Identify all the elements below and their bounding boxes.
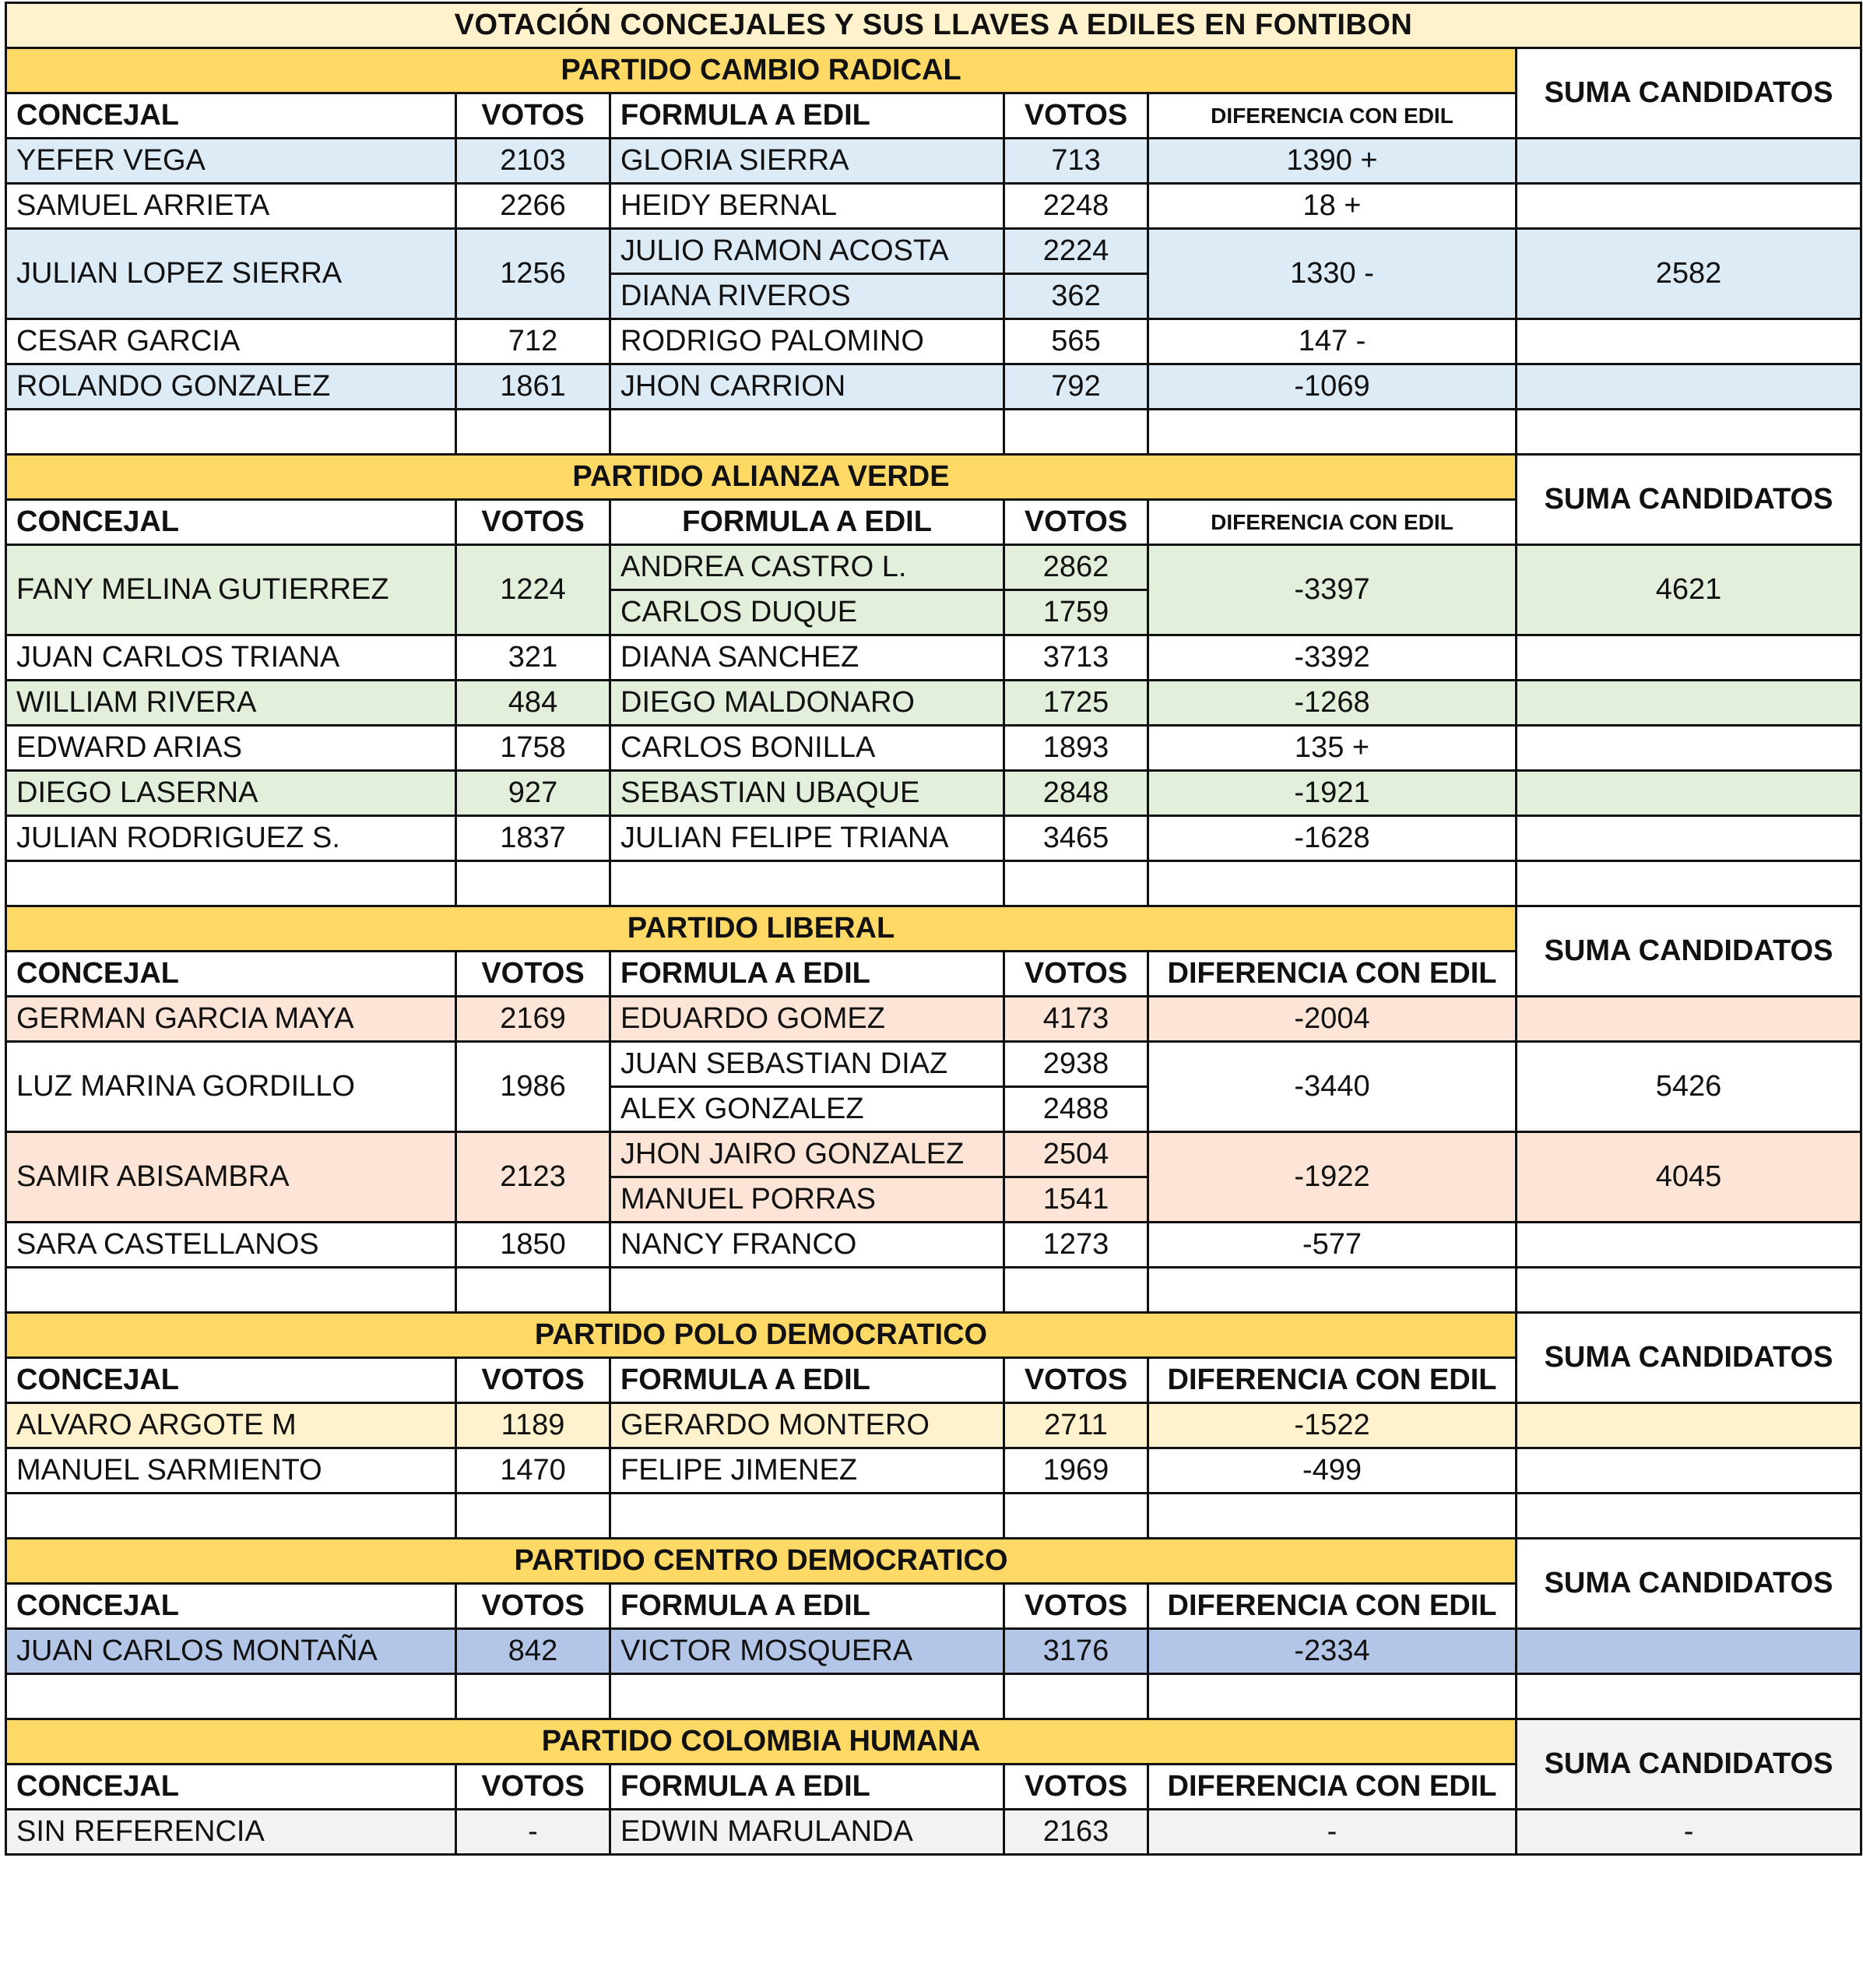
formula-edil-header: FORMULA A EDIL bbox=[610, 952, 1004, 997]
empty-cell bbox=[1148, 410, 1517, 455]
suma-value bbox=[1517, 1448, 1861, 1494]
empty-row bbox=[6, 1268, 1861, 1313]
empty-cell bbox=[1148, 1268, 1517, 1313]
edil-name: RODRIGO PALOMINO bbox=[610, 319, 1004, 364]
suma-value bbox=[1517, 319, 1861, 364]
concejal-votos: 1189 bbox=[456, 1403, 610, 1448]
concejal-votos: 1850 bbox=[456, 1223, 610, 1268]
diferencia-value: -1522 bbox=[1148, 1403, 1517, 1448]
diferencia-value: -1628 bbox=[1148, 816, 1517, 861]
formula-edil-header: FORMULA A EDIL bbox=[610, 500, 1004, 545]
concejal-name: SAMUEL ARRIETA bbox=[6, 184, 456, 229]
edil-name: CARLOS BONILLA bbox=[610, 726, 1004, 771]
empty-cell bbox=[610, 1268, 1004, 1313]
suma-value: 2582 bbox=[1517, 229, 1861, 319]
party-title-row bbox=[6, 906, 1861, 952]
empty-cell bbox=[1148, 1494, 1517, 1539]
concejal-name: DIEGO LASERNA bbox=[6, 771, 456, 816]
edil-votos: 2938 bbox=[1004, 1042, 1148, 1087]
suma-value bbox=[1517, 1223, 1861, 1268]
concejal-name: EDWARD ARIAS bbox=[6, 726, 456, 771]
party-title-row bbox=[6, 1539, 1861, 1584]
edil-votos: 2862 bbox=[1004, 545, 1148, 590]
concejal-votos: 2123 bbox=[456, 1132, 610, 1223]
edil-votos: 2504 bbox=[1004, 1132, 1148, 1177]
table-row bbox=[6, 319, 1861, 364]
formula-edil-header: FORMULA A EDIL bbox=[610, 1584, 1004, 1629]
table-row bbox=[6, 1629, 1861, 1674]
table-row bbox=[6, 816, 1861, 861]
diferencia-value: -3397 bbox=[1148, 545, 1517, 635]
concejal-name: CESAR GARCIA bbox=[6, 319, 456, 364]
edil-votos: 362 bbox=[1004, 274, 1148, 319]
diferencia-value: -2004 bbox=[1148, 997, 1517, 1042]
edil-name: GLORIA SIERRA bbox=[610, 139, 1004, 184]
edil-votos: 2163 bbox=[1004, 1810, 1148, 1855]
empty-cell bbox=[456, 861, 610, 906]
suma-value bbox=[1517, 139, 1861, 184]
empty-row bbox=[6, 1494, 1861, 1539]
concejal-header: CONCEJAL bbox=[6, 1358, 456, 1403]
edil-votos-header: VOTOS bbox=[1004, 1584, 1148, 1629]
suma-candidatos-header: SUMA CANDIDATOS bbox=[1517, 1539, 1861, 1629]
edil-votos: 1273 bbox=[1004, 1223, 1148, 1268]
edil-name: JULIAN FELIPE TRIANA bbox=[610, 816, 1004, 861]
votos-header: VOTOS bbox=[456, 1358, 610, 1403]
empty-cell bbox=[1517, 1268, 1861, 1313]
concejal-name: FANY MELINA GUTIERREZ bbox=[6, 545, 456, 635]
suma-value bbox=[1517, 1403, 1861, 1448]
concejal-name: JULIAN RODRIGUEZ S. bbox=[6, 816, 456, 861]
table-row bbox=[6, 1448, 1861, 1494]
empty-cell bbox=[6, 1674, 456, 1719]
table-row bbox=[6, 1403, 1861, 1448]
concejal-name: JULIAN LOPEZ SIERRA bbox=[6, 229, 456, 319]
diferencia-value: 1390 + bbox=[1148, 139, 1517, 184]
concejal-votos: 1986 bbox=[456, 1042, 610, 1132]
diferencia-value: -1268 bbox=[1148, 681, 1517, 726]
concejal-votos: 2103 bbox=[456, 139, 610, 184]
empty-cell bbox=[456, 1674, 610, 1719]
table-row bbox=[6, 1132, 1861, 1177]
diferencia-header: DIFERENCIA CON EDIL bbox=[1148, 952, 1517, 997]
suma-value: 5426 bbox=[1517, 1042, 1861, 1132]
votos-header: VOTOS bbox=[456, 1584, 610, 1629]
concejal-votos: 1470 bbox=[456, 1448, 610, 1494]
concejal-votos: - bbox=[456, 1810, 610, 1855]
edil-votos: 2488 bbox=[1004, 1087, 1148, 1132]
empty-cell bbox=[610, 1494, 1004, 1539]
table-row bbox=[6, 771, 1861, 816]
empty-cell bbox=[610, 1674, 1004, 1719]
empty-cell bbox=[610, 410, 1004, 455]
concejal-name: JUAN CARLOS TRIANA bbox=[6, 635, 456, 681]
votos-header: VOTOS bbox=[456, 500, 610, 545]
concejal-name: ALVARO ARGOTE M bbox=[6, 1403, 456, 1448]
diferencia-value: 1330 - bbox=[1148, 229, 1517, 319]
concejal-name: LUZ MARINA GORDILLO bbox=[6, 1042, 456, 1132]
edil-name: CARLOS DUQUE bbox=[610, 590, 1004, 635]
edil-name: ALEX GONZALEZ bbox=[610, 1087, 1004, 1132]
empty-cell bbox=[6, 1268, 456, 1313]
edil-votos-header: VOTOS bbox=[1004, 952, 1148, 997]
diferencia-header: DIFERENCIA CON EDIL bbox=[1148, 1584, 1517, 1629]
concejal-votos: 842 bbox=[456, 1629, 610, 1674]
empty-cell bbox=[1148, 1674, 1517, 1719]
concejal-votos: 2169 bbox=[456, 997, 610, 1042]
diferencia-value: -1922 bbox=[1148, 1132, 1517, 1223]
party-title-row bbox=[6, 48, 1861, 93]
concejal-votos: 484 bbox=[456, 681, 610, 726]
empty-cell bbox=[6, 410, 456, 455]
suma-value: - bbox=[1517, 1810, 1861, 1855]
diferencia-value: 18 + bbox=[1148, 184, 1517, 229]
concejal-header: CONCEJAL bbox=[6, 500, 456, 545]
table-row bbox=[6, 545, 1861, 590]
table-row bbox=[6, 184, 1861, 229]
table-row bbox=[6, 635, 1861, 681]
votos-header: VOTOS bbox=[456, 1765, 610, 1810]
table-row bbox=[6, 139, 1861, 184]
empty-cell bbox=[6, 861, 456, 906]
diferencia-value: 135 + bbox=[1148, 726, 1517, 771]
edil-name: JUAN SEBASTIAN DIAZ bbox=[610, 1042, 1004, 1087]
concejal-name: SIN REFERENCIA bbox=[6, 1810, 456, 1855]
concejal-name: MANUEL SARMIENTO bbox=[6, 1448, 456, 1494]
party-name: PARTIDO COLOMBIA HUMANA bbox=[6, 1719, 1517, 1765]
suma-value bbox=[1517, 184, 1861, 229]
empty-cell bbox=[1004, 1494, 1148, 1539]
table-row bbox=[6, 1042, 1861, 1087]
empty-cell bbox=[1517, 410, 1861, 455]
concejal-header: CONCEJAL bbox=[6, 93, 456, 139]
empty-cell bbox=[610, 861, 1004, 906]
table-row bbox=[6, 681, 1861, 726]
formula-edil-header: FORMULA A EDIL bbox=[610, 1358, 1004, 1403]
edil-votos: 713 bbox=[1004, 139, 1148, 184]
empty-row bbox=[6, 1674, 1861, 1719]
edil-name: EDWIN MARULANDA bbox=[610, 1810, 1004, 1855]
table-row bbox=[6, 364, 1861, 410]
suma-value bbox=[1517, 364, 1861, 410]
concejal-header: CONCEJAL bbox=[6, 952, 456, 997]
edil-votos: 1759 bbox=[1004, 590, 1148, 635]
diferencia-value: -3440 bbox=[1148, 1042, 1517, 1132]
party-name: PARTIDO CENTRO DEMOCRATICO bbox=[6, 1539, 1517, 1584]
empty-row bbox=[6, 861, 1861, 906]
empty-cell bbox=[1004, 410, 1148, 455]
edil-name: SEBASTIAN UBAQUE bbox=[610, 771, 1004, 816]
edil-name: DIANA RIVEROS bbox=[610, 274, 1004, 319]
table-row bbox=[6, 997, 1861, 1042]
edil-votos-header: VOTOS bbox=[1004, 500, 1148, 545]
edil-votos-header: VOTOS bbox=[1004, 1358, 1148, 1403]
edil-votos: 1969 bbox=[1004, 1448, 1148, 1494]
suma-value: 4621 bbox=[1517, 545, 1861, 635]
diferencia-value: -1921 bbox=[1148, 771, 1517, 816]
edil-votos: 4173 bbox=[1004, 997, 1148, 1042]
diferencia-value: -1069 bbox=[1148, 364, 1517, 410]
edil-votos: 2224 bbox=[1004, 229, 1148, 274]
empty-cell bbox=[1517, 1674, 1861, 1719]
concejal-votos: 1837 bbox=[456, 816, 610, 861]
edil-votos: 2248 bbox=[1004, 184, 1148, 229]
edil-votos: 2711 bbox=[1004, 1403, 1148, 1448]
empty-cell bbox=[1517, 861, 1861, 906]
votes-table bbox=[5, 2, 1862, 1856]
edil-votos: 1893 bbox=[1004, 726, 1148, 771]
diferencia-value: - bbox=[1148, 1810, 1517, 1855]
party-title-row bbox=[6, 1313, 1861, 1358]
concejal-name: SAMIR ABISAMBRA bbox=[6, 1132, 456, 1223]
votos-header: VOTOS bbox=[456, 93, 610, 139]
concejal-name: JUAN CARLOS MONTAÑA bbox=[6, 1629, 456, 1674]
diferencia-value: -577 bbox=[1148, 1223, 1517, 1268]
table-row bbox=[6, 726, 1861, 771]
suma-value bbox=[1517, 635, 1861, 681]
edil-name: JHON JAIRO GONZALEZ bbox=[610, 1132, 1004, 1177]
suma-candidatos-header: SUMA CANDIDATOS bbox=[1517, 906, 1861, 997]
suma-value bbox=[1517, 816, 1861, 861]
edil-votos: 3176 bbox=[1004, 1629, 1148, 1674]
edil-votos: 1725 bbox=[1004, 681, 1148, 726]
concejal-votos: 2266 bbox=[456, 184, 610, 229]
edil-name: DIEGO MALDONARO bbox=[610, 681, 1004, 726]
empty-cell bbox=[456, 1268, 610, 1313]
concejal-name: SARA CASTELLANOS bbox=[6, 1223, 456, 1268]
formula-edil-header: FORMULA A EDIL bbox=[610, 93, 1004, 139]
concejal-name: GERMAN GARCIA MAYA bbox=[6, 997, 456, 1042]
edil-name: ANDREA CASTRO L. bbox=[610, 545, 1004, 590]
empty-row bbox=[6, 410, 1861, 455]
suma-candidatos-header: SUMA CANDIDATOS bbox=[1517, 455, 1861, 545]
empty-cell bbox=[6, 1494, 456, 1539]
edil-name: JULIO RAMON ACOSTA bbox=[610, 229, 1004, 274]
edil-name: EDUARDO GOMEZ bbox=[610, 997, 1004, 1042]
concejal-votos: 1224 bbox=[456, 545, 610, 635]
party-name: PARTIDO POLO DEMOCRATICO bbox=[6, 1313, 1517, 1358]
edil-votos: 3465 bbox=[1004, 816, 1148, 861]
concejal-name: WILLIAM RIVERA bbox=[6, 681, 456, 726]
empty-cell bbox=[1004, 861, 1148, 906]
diferencia-value: -499 bbox=[1148, 1448, 1517, 1494]
concejal-name: ROLANDO GONZALEZ bbox=[6, 364, 456, 410]
edil-votos: 565 bbox=[1004, 319, 1148, 364]
party-name: PARTIDO CAMBIO RADICAL bbox=[6, 48, 1517, 93]
edil-name: JHON CARRION bbox=[610, 364, 1004, 410]
table-row bbox=[6, 1810, 1861, 1855]
edil-votos: 3713 bbox=[1004, 635, 1148, 681]
edil-name: NANCY FRANCO bbox=[610, 1223, 1004, 1268]
diferencia-header: DIFERENCIA CON EDIL bbox=[1148, 93, 1517, 139]
edil-votos: 1541 bbox=[1004, 1177, 1148, 1223]
suma-value bbox=[1517, 1629, 1861, 1674]
sheet-title: VOTACIÓN CONCEJALES Y SUS LLAVES A EDILES EN FONTIBON bbox=[6, 3, 1861, 48]
suma-value bbox=[1517, 997, 1861, 1042]
edil-name: VICTOR MOSQUERA bbox=[610, 1629, 1004, 1674]
empty-cell bbox=[456, 1494, 610, 1539]
suma-candidatos-header: SUMA CANDIDATOS bbox=[1517, 48, 1861, 139]
empty-cell bbox=[1148, 861, 1517, 906]
suma-value bbox=[1517, 681, 1861, 726]
edil-votos: 2848 bbox=[1004, 771, 1148, 816]
concejal-name: YEFER VEGA bbox=[6, 139, 456, 184]
party-title-row bbox=[6, 455, 1861, 500]
concejal-votos: 321 bbox=[456, 635, 610, 681]
concejal-votos: 1758 bbox=[456, 726, 610, 771]
diferencia-value: -2334 bbox=[1148, 1629, 1517, 1674]
diferencia-header: DIFERENCIA CON EDIL bbox=[1148, 1765, 1517, 1810]
concejal-votos: 927 bbox=[456, 771, 610, 816]
votos-header: VOTOS bbox=[456, 952, 610, 997]
diferencia-header: DIFERENCIA CON EDIL bbox=[1148, 500, 1517, 545]
table-row bbox=[6, 229, 1861, 274]
table-row bbox=[6, 1223, 1861, 1268]
party-name: PARTIDO LIBERAL bbox=[6, 906, 1517, 952]
edil-name: HEIDY BERNAL bbox=[610, 184, 1004, 229]
edil-votos-header: VOTOS bbox=[1004, 93, 1148, 139]
edil-name: DIANA SANCHEZ bbox=[610, 635, 1004, 681]
diferencia-header: DIFERENCIA CON EDIL bbox=[1148, 1358, 1517, 1403]
empty-cell bbox=[456, 410, 610, 455]
suma-value: 4045 bbox=[1517, 1132, 1861, 1223]
concejal-votos: 1861 bbox=[456, 364, 610, 410]
empty-cell bbox=[1004, 1268, 1148, 1313]
diferencia-value: -3392 bbox=[1148, 635, 1517, 681]
concejal-votos: 1256 bbox=[456, 229, 610, 319]
concejal-votos: 712 bbox=[456, 319, 610, 364]
formula-edil-header: FORMULA A EDIL bbox=[610, 1765, 1004, 1810]
suma-value bbox=[1517, 726, 1861, 771]
empty-cell bbox=[1004, 1674, 1148, 1719]
party-title-row bbox=[6, 1719, 1861, 1765]
concejal-header: CONCEJAL bbox=[6, 1584, 456, 1629]
edil-votos: 792 bbox=[1004, 364, 1148, 410]
diferencia-value: 147 - bbox=[1148, 319, 1517, 364]
edil-name: MANUEL PORRAS bbox=[610, 1177, 1004, 1223]
suma-candidatos-header: SUMA CANDIDATOS bbox=[1517, 1719, 1861, 1810]
empty-cell bbox=[1517, 1494, 1861, 1539]
suma-value bbox=[1517, 771, 1861, 816]
party-name: PARTIDO ALIANZA VERDE bbox=[6, 455, 1517, 500]
edil-votos-header: VOTOS bbox=[1004, 1765, 1148, 1810]
suma-candidatos-header: SUMA CANDIDATOS bbox=[1517, 1313, 1861, 1403]
concejal-header: CONCEJAL bbox=[6, 1765, 456, 1810]
edil-name: FELIPE JIMENEZ bbox=[610, 1448, 1004, 1494]
edil-name: GERARDO MONTERO bbox=[610, 1403, 1004, 1448]
